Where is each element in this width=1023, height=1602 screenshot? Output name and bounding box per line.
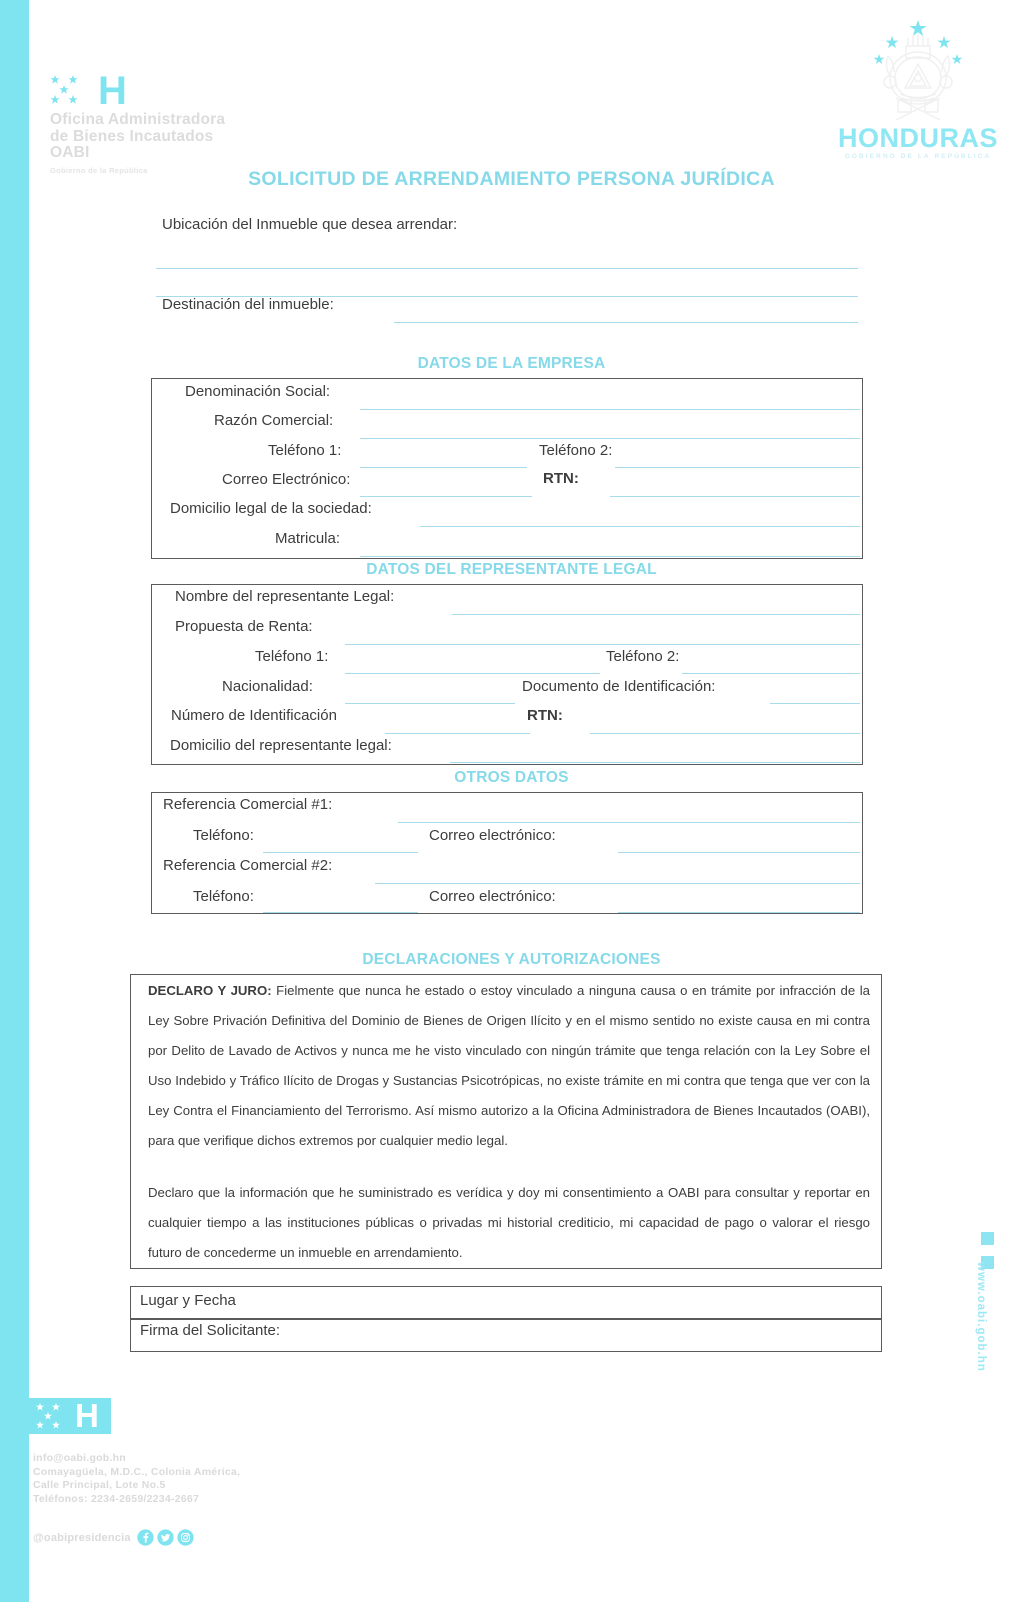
facebook-icon[interactable]: [137, 1529, 154, 1546]
label-representante-telefono-2: Teléfono 2:: [606, 648, 680, 665]
field-matricula[interactable]: [360, 556, 860, 557]
label-domicilio-sociedad: Domicilio legal de la sociedad:: [170, 500, 372, 517]
twitter-icon[interactable]: [157, 1529, 174, 1546]
honduras-coat-of-arms-icon: [838, 16, 998, 124]
field-propuesta-renta[interactable]: [345, 644, 860, 645]
footer-honduras-stars-icon: [36, 1403, 74, 1429]
field-empresa-correo[interactable]: [360, 496, 532, 497]
left-accent-bar: [0, 0, 29, 1602]
label-referencia-comercial-1: Referencia Comercial #1:: [163, 796, 333, 813]
field-ubicacion-line-1[interactable]: [156, 268, 858, 269]
label-referencia-1-telefono: Teléfono:: [193, 827, 254, 844]
label-razon-comercial: Razón Comercial:: [214, 412, 334, 429]
oabi-name-line-1: Oficina Administradora: [50, 111, 226, 128]
box-lugar-fecha[interactable]: [130, 1286, 882, 1319]
field-empresa-telefono-2[interactable]: [615, 467, 860, 468]
section-heading-otros: OTROS DATOS: [454, 769, 569, 786]
field-domicilio-sociedad[interactable]: [420, 526, 860, 527]
field-razon-comercial[interactable]: [360, 438, 860, 439]
label-empresa-rtn: RTN:: [543, 470, 579, 487]
label-documento-identificacion: Documento de Identificación:: [522, 678, 716, 695]
label-referencia-comercial-2: Referencia Comercial #2:: [163, 857, 333, 874]
field-representante-telefono-2[interactable]: [682, 673, 860, 674]
section-heading-representante: DATOS DEL REPRESENTANTE LEGAL: [366, 561, 657, 578]
field-nacionalidad[interactable]: [345, 703, 515, 704]
label-referencia-2-telefono: Teléfono:: [193, 888, 254, 905]
field-documento-identificacion[interactable]: [770, 703, 860, 704]
oabi-name-line-2: de Bienes Incautados: [50, 127, 214, 145]
section-heading-declaraciones: DECLARACIONES Y AUTORIZACIONES: [362, 951, 661, 968]
box-datos-empresa: [151, 378, 863, 559]
honduras-wordmark: HONDURAS: [838, 123, 999, 153]
label-domicilio-representante: Domicilio del representante legal:: [170, 737, 392, 754]
field-domicilio-representante[interactable]: [450, 762, 860, 763]
field-empresa-rtn[interactable]: [610, 496, 860, 497]
oabi-name-line-3: OABI: [50, 144, 90, 161]
field-referencia-comercial-1[interactable]: [398, 822, 860, 823]
label-lugar-fecha: Lugar y Fecha: [140, 1292, 236, 1309]
honduras-government-logo: [838, 16, 998, 160]
footer-email: info@oabi.gob.hn: [33, 1452, 126, 1464]
label-propuesta-renta: Propuesta de Renta:: [175, 618, 313, 635]
label-ubicacion-inmueble: Ubicación del Inmueble que desea arrendar:: [162, 216, 458, 233]
label-empresa-telefono-1: Teléfono 1:: [268, 442, 342, 459]
footer-logo-letter: H: [75, 1397, 98, 1434]
label-empresa-telefono-2: Teléfono 2:: [539, 442, 613, 459]
footer-contact-block: [33, 1452, 240, 1506]
footer-address-line-2: Calle Principal, Lote No.5: [33, 1479, 166, 1491]
declaration-body-text-1: Fielmente que nunca he estado o estoy vinculado a ninguna causa o en trámite por infracción de la Ley Sobre Privación Definitiva del Dominio de Bienes de Origen Ilícito y en el mismo sentido no existe causa en mi contra por Delito de Lavado de Activos y nunca me he visto vinculado con ningún trámite que tenga relación con la Ley Sobre el Uso Indebido y Tráfico Ilícito de Drogas y Sustancias Psicotrópicas, no existe trámite en mi contra que tenga que ver con la Ley Contra el Financiamiento del Terrorismo. Así mismo autorizo a la Oficina Administradora de Bienes Incautados (OABI), para que verifique dichos extremos por cualquier medio legal.: [148, 983, 870, 1148]
label-representante-telefono-1: Teléfono 1:: [255, 648, 329, 665]
field-referencia-1-telefono[interactable]: [263, 852, 418, 853]
footer-address-line-1: Comayagüela, M.D.C., Colonia América,: [33, 1465, 241, 1478]
field-nombre-representante[interactable]: [452, 614, 860, 615]
label-referencia-2-correo: Correo electrónico:: [429, 888, 556, 905]
declaration-paragraph-2: Declaro que la información que he suministrado es verídica y doy mi consentimiento a OABI para consultar y reportar en cualquier tiempo a las instituciones públicas o privadas mi historial crediticio, mi capacidad de pago o valorar el riesgo futuro de concederme un inmueble en arrendamiento.: [148, 1185, 870, 1260]
footer-social-block: [33, 1529, 194, 1546]
field-representante-telefono-1[interactable]: [345, 673, 600, 674]
label-numero-identificacion: Número de Identificación: [171, 707, 337, 724]
honduras-stars-icon: [50, 74, 96, 104]
label-matricula: Matricula:: [275, 530, 341, 547]
honduras-tagline: GOBIERNO DE LA REPÚBLICA: [844, 153, 992, 160]
declaration-lead-text: DECLARO Y JURO:: [148, 983, 272, 998]
label-destinacion-inmueble: Destinación del inmueble:: [162, 296, 334, 313]
right-accent-square-top: [981, 1232, 994, 1245]
footer-oabi-logo: [29, 1398, 111, 1434]
field-referencia-1-correo[interactable]: [618, 852, 860, 853]
instagram-icon[interactable]: [177, 1529, 194, 1546]
label-nombre-representante: Nombre del representante Legal:: [175, 588, 395, 605]
section-heading-empresa: DATOS DE LA EMPRESA: [417, 355, 606, 372]
field-referencia-comercial-2[interactable]: [375, 883, 860, 884]
label-representante-rtn: RTN:: [527, 707, 563, 724]
field-denominacion-social[interactable]: [360, 409, 860, 410]
field-empresa-telefono-1[interactable]: [360, 467, 527, 468]
footer-social-handle: @oabipresidencia: [33, 1531, 131, 1544]
declaration-paragraph-1: [148, 976, 870, 1156]
oabi-subtitle: Gobierno de la República: [50, 165, 148, 175]
field-numero-identificacion[interactable]: [385, 733, 530, 734]
oabi-logo: [50, 69, 280, 175]
field-referencia-2-telefono[interactable]: [263, 912, 418, 913]
footer-phones: Teléfonos: 2234-2659/2234-2667: [33, 1492, 200, 1505]
website-vertical-label: www.oabi.gob.hn: [975, 1262, 987, 1372]
label-referencia-1-correo: Correo electrónico:: [429, 827, 556, 844]
label-empresa-correo: Correo Electrónico:: [222, 471, 351, 488]
label-nacionalidad: Nacionalidad:: [222, 678, 313, 695]
field-destinacion-line[interactable]: [394, 322, 858, 323]
label-denominacion-social: Denominación Social:: [185, 383, 331, 400]
label-firma-solicitante: Firma del Solicitante:: [140, 1322, 281, 1339]
field-representante-rtn[interactable]: [590, 733, 860, 734]
field-referencia-2-correo[interactable]: [618, 912, 860, 913]
page-title: SOLICITUD DE ARRENDAMIENTO PERSONA JURÍDICA: [248, 168, 775, 190]
oabi-logo-letter: H: [98, 69, 126, 113]
